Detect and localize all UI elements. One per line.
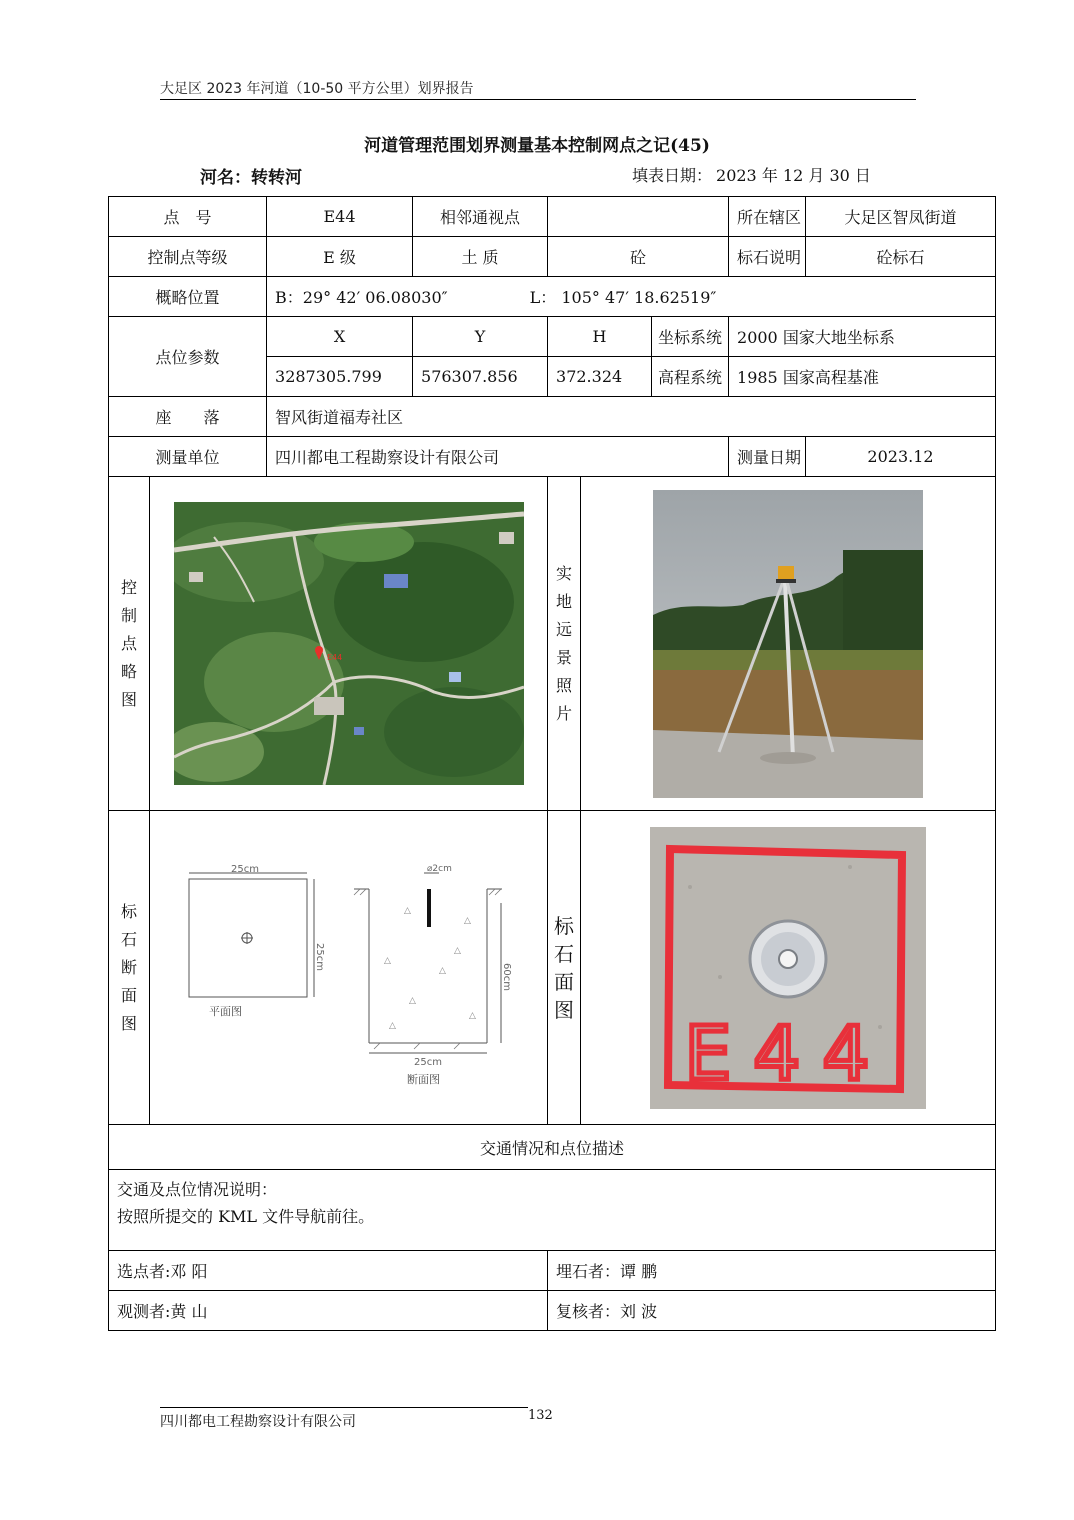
report-header: 大足区 2023 年河道（10-50 平方公里）划界报告: [160, 81, 474, 97]
stone-section-drawing: [169, 843, 529, 1093]
coord-sys-label: 坐标系统: [652, 317, 729, 357]
adjacent-label: 相邻通视点: [413, 197, 548, 237]
svg-text:△: △: [403, 905, 411, 916]
svg-text:△: △: [438, 965, 446, 976]
plan-width-dim: 25cm: [230, 863, 259, 875]
map-marker-label: E44: [326, 653, 342, 662]
h-label: H: [548, 317, 652, 357]
location-label: 座 落: [109, 397, 267, 437]
section-label-text: 标石断面图: [120, 901, 137, 1033]
footer-rule: [160, 1407, 528, 1408]
traffic-section-title: 交通情况和点位描述: [109, 1125, 996, 1170]
height-sys-label: 高程系统: [652, 357, 729, 397]
x-value: 3287305.799: [267, 357, 413, 397]
stone-value: 砼标石: [806, 237, 996, 277]
svg-text:△: △: [463, 915, 471, 926]
district-label: 所在辖区: [729, 197, 806, 237]
h-value: 372.324: [548, 357, 652, 397]
svg-text:△: △: [453, 945, 461, 956]
svg-text:△: △: [383, 955, 391, 966]
sketch-label: [109, 477, 150, 811]
district-value: 大足区智凤街道: [806, 197, 996, 237]
section-drawing-cell: [150, 811, 548, 1125]
point-no-label: 点 号: [109, 197, 267, 237]
traffic-label: 交通及点位情况说明：: [117, 1180, 278, 1199]
face-photo-cell: [581, 811, 996, 1125]
photo-label: [548, 477, 581, 811]
document-title: 河道管理范围划界测量基本控制网点之记(45): [364, 136, 710, 156]
fill-date-label: 填表日期：: [632, 166, 713, 185]
traffic-text: 按照所提交的 KML 文件导航前往。: [117, 1207, 375, 1226]
traffic-description: [109, 1170, 996, 1251]
soil-label: 土 质: [413, 237, 548, 277]
location-value: 智风街道福寿社区: [267, 397, 996, 437]
adjacent-value: [548, 197, 729, 237]
header-rule: [160, 99, 916, 100]
section-width-dim: 25cm: [413, 1056, 442, 1068]
burier: 埋石者：谭 鹏: [548, 1251, 996, 1291]
y-value: 576307.856: [413, 357, 548, 397]
coord-sys-value: 2000 国家大地坐标系: [729, 317, 996, 357]
sketch-label-text: 控制点略图: [120, 577, 137, 709]
grade-value: E 级: [267, 237, 413, 277]
x-label: X: [267, 317, 413, 357]
latitude: B：29° 42′ 06.08030″: [275, 288, 448, 307]
y-label: Y: [413, 317, 548, 357]
photo-label-text: 实地远景照片: [556, 563, 573, 723]
survey-date-label: 测量日期: [729, 437, 806, 477]
plan-caption: 平面图: [208, 1004, 242, 1018]
control-point-table: [108, 196, 996, 1331]
svg-text:△: △: [468, 1010, 476, 1021]
selector: 选点者:邓 阳: [109, 1251, 548, 1291]
stone-label: 标石说明: [729, 237, 806, 277]
river-name: 河名：转转河: [200, 168, 302, 188]
fill-date: [628, 163, 871, 186]
height-sys-value: 1985 国家高程基准: [729, 357, 996, 397]
section-depth-dim: 60cm: [500, 962, 512, 991]
params-label: 点位参数: [109, 317, 267, 397]
longitude: L： 105° 47′ 18.62519″: [529, 288, 717, 307]
face-label-text: 标石面图: [554, 913, 575, 1022]
svg-text:△: △: [408, 995, 416, 1006]
photo-cell: [581, 477, 996, 811]
page-number: 132: [528, 1408, 553, 1423]
field-photo: [653, 490, 923, 798]
observer: 观测者:黄 山: [109, 1291, 548, 1331]
soil-value: 砼: [548, 237, 729, 277]
unit-value: 四川都电工程勘察设计有限公司: [267, 437, 729, 477]
face-label: [548, 811, 581, 1125]
approx-position-label: 概略位置: [109, 277, 267, 317]
section-label: [109, 811, 150, 1125]
plan-height-dim: 25cm: [313, 942, 325, 971]
survey-date-value: 2023.12: [806, 437, 996, 477]
point-no-value: E44: [267, 197, 413, 237]
face-mark-text: E44: [684, 1010, 892, 1097]
sketch-map-cell: [150, 477, 548, 811]
section-caption: 断面图: [406, 1072, 440, 1086]
unit-label: 测量单位: [109, 437, 267, 477]
stone-face-photo: [650, 827, 926, 1109]
reviewer: 复核者：刘 波: [548, 1291, 996, 1331]
footer-company: 四川都电工程勘察设计有限公司: [160, 1414, 356, 1430]
svg-text:△: △: [388, 1020, 396, 1031]
fill-date-value: 2023 年 12 月 30 日: [716, 166, 871, 185]
satellite-map: [174, 502, 524, 785]
approx-position-value: [267, 277, 996, 317]
grade-label: 控制点等级: [109, 237, 267, 277]
diameter-dim: ⌀2cm: [426, 863, 452, 874]
